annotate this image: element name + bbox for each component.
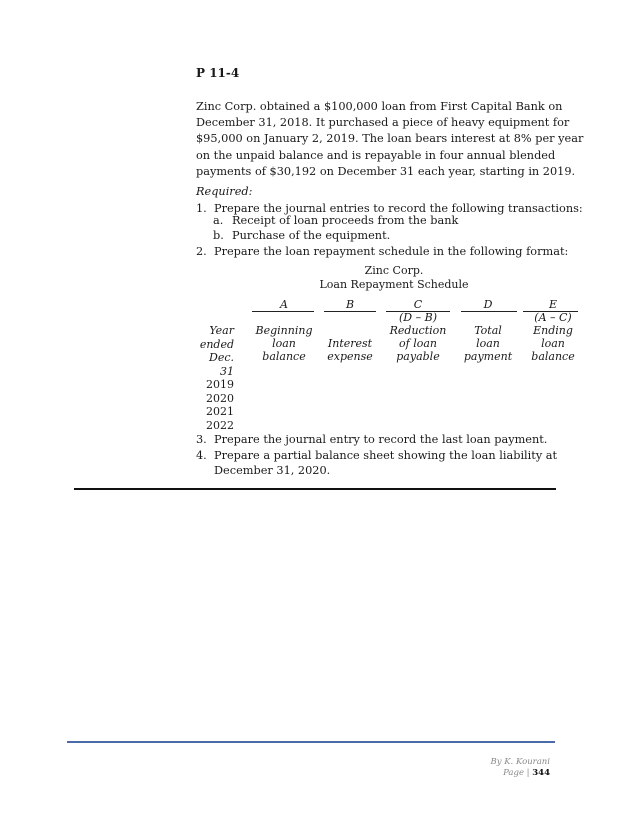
paragraph-line: $95,000 on January 2, 2019. The loan bears interest at 8% per year [196,132,584,146]
column-b-letter: B [345,298,355,311]
column-label-line: Interest [327,337,373,350]
subitem-letter: b. [213,229,224,242]
requirement-item-2 [196,244,568,260]
problem-paragraph [196,99,584,180]
column-label-line: balance [262,350,306,363]
column-label-line: payable [396,350,440,363]
column-a-letter: A [280,298,288,311]
item-number: 2. [196,245,207,258]
item-text: Prepare a partial balance sheet showing the loan liability at [214,449,558,462]
requirement-item-3 [196,432,547,448]
item-text: Prepare the journal entries to record the following transactions: [214,202,583,215]
footer-author: By K. Kourani [490,757,550,767]
year-row: 2021 [206,405,234,418]
year-row: 2019 [206,378,234,391]
year-header-line: Year [209,324,234,337]
column-label-line [318,324,382,337]
paragraph-line: Zinc Corp. obtained a $100,000 loan from First Capital Bank on [196,100,563,113]
required-label: Required: [196,185,253,198]
column-label-line: loan [272,337,296,350]
column-d-underline [461,311,517,312]
page-number: 344 [532,768,550,778]
subitem-a [213,214,458,227]
column-c-letter: C [413,298,423,311]
column-e-formula: (A – C) [534,311,572,324]
paragraph-line: payments of $30,192 on December 31 each year, starting in 2019. [196,164,576,178]
column-label-line: expense [327,350,373,363]
paragraph-line: December 31, 2018. It purchased a piece of heavy equipment for [196,116,570,130]
year-column [198,324,234,432]
subitem-text: Receipt of loan proceeds from the bank [232,214,459,227]
schedule-title: Loan Repayment Schedule [319,278,469,291]
item-text: Prepare the journal entry to record the last loan payment. [214,433,548,446]
column-label-line: loan [541,337,565,350]
column-d-letter: D [483,298,493,311]
column-label-line: Beginning [255,324,313,337]
year-row: 2020 [206,391,234,405]
subitem-letter: a. [213,214,224,227]
year-header-line: ended [199,337,234,351]
column-e-header [521,324,585,363]
column-b-underline [324,311,376,312]
problem-heading: P 11-4 [196,66,240,80]
item-text: Prepare the loan repayment schedule in the following format: [214,245,569,258]
year-header-line: Dec. 31 [209,351,234,378]
item-number: 3. [196,433,207,446]
column-d-header [456,324,520,363]
column-label-line: payment [463,350,513,363]
column-c-formula: (D – B) [399,311,437,324]
requirement-item-4-continuation: December 31, 2020. [214,464,331,477]
column-c-header [386,324,450,363]
year-row: 2022 [206,418,234,432]
paragraph-line: on the unpaid balance and is repayable in four annual blended [196,148,556,162]
subitem-text: Purchase of the equipment. [232,229,391,242]
column-a-underline [252,311,314,312]
schedule-company: Zinc Corp. [364,264,424,277]
item-number: 1. [196,202,207,215]
subitem-b [213,229,390,242]
column-e-letter: E [548,298,558,311]
footer-divider [67,741,555,743]
column-label-line: Total [474,324,502,337]
column-label-line: loan [476,337,500,350]
column-b-header [318,324,382,363]
column-label-line: of loan [399,337,437,350]
page-label: Page | [503,768,530,778]
requirement-item-4 [196,448,557,464]
section-divider [74,488,556,490]
column-a-header [252,324,316,363]
footer-page [503,768,550,778]
column-label-line: Ending [533,324,573,337]
column-label-line: Reduction [389,324,447,337]
item-number: 4. [196,449,207,462]
column-label-line: balance [531,350,575,363]
